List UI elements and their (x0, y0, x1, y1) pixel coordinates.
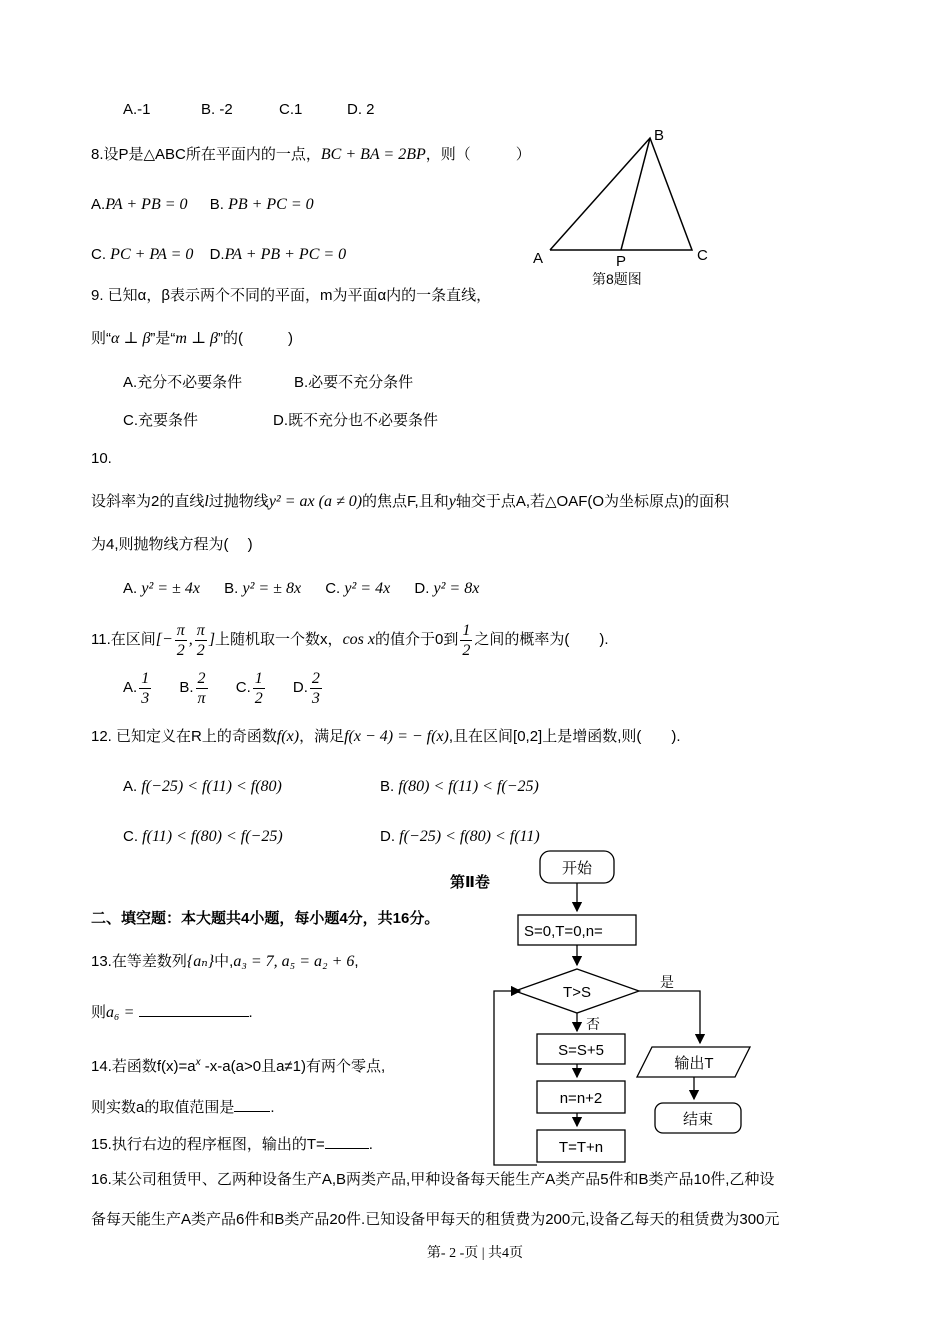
q11-option-c-den: 2 (254, 689, 263, 707)
vertex-c-label: C (697, 247, 708, 264)
q11-one-half (460, 621, 472, 660)
q12-option-c: f(11) < f(80) < f(−25) (142, 828, 283, 845)
q11-option-d-label: D. (292, 679, 308, 696)
q10-option-c: y² = 4x (344, 580, 391, 597)
flow-end-label: 结束 (682, 1111, 714, 1128)
q11-option-d-num: 2 (311, 669, 320, 687)
q11-option-a-den: 3 (141, 689, 150, 707)
q12-option-d-row (380, 827, 540, 847)
q14-answer-blank[interactable] (234, 1097, 270, 1112)
q8-option-c-label: C. (91, 246, 106, 263)
q10-option-d-label: D. (414, 580, 430, 597)
flow-yes-label: 是 (660, 974, 674, 990)
q11-interval-close: ] (208, 631, 216, 648)
q12-option-a-row (123, 777, 282, 797)
q8-stem-suffix: ，则（ ） (425, 146, 531, 163)
section-2-heading: 二、填空题：本大题共4小题，每小题4分，共16分。 (91, 910, 440, 927)
q13-end: , (354, 953, 359, 970)
q9-option-c: C.充要条件 (123, 412, 199, 429)
q10-stem (91, 492, 729, 512)
q10-line-var: l (204, 493, 209, 510)
q14-question-line: 则实数a的取值范围是 . (91, 1099, 275, 1116)
q12-fx: f(x) (276, 728, 300, 745)
q9-option-b: B.必要不充分条件 (294, 374, 414, 391)
triangle-outline (550, 138, 692, 250)
q10-text-2: 过抛物线 (208, 493, 269, 510)
q10-text-4: 轴交于点A,若△OAF(O为坐标原点)的面积 (455, 493, 730, 510)
q10-option-a: y² = ± 4x (141, 580, 200, 597)
q10-stem-line-2: 为4,则抛物线方程为( ) (91, 536, 253, 553)
q11-comma: , (188, 631, 193, 648)
q12-mid: ，满足 (299, 728, 345, 745)
q10-option-b-label: B. (224, 580, 239, 597)
page-footer: 第- 2 -页 | 共4页 (426, 1246, 524, 1261)
q11-mid-1: 上随机取一个数x， (215, 631, 343, 648)
flow-init-label: S=0,T=0,n= (524, 923, 603, 940)
q10-option-b: y² = ± 8x (242, 580, 302, 597)
flow-step-2-label: n=n+2 (559, 1090, 603, 1107)
q7-option-d: D. 2 (347, 101, 375, 118)
q11-pi-num-2: π (196, 621, 205, 639)
q12-suffix: ,且在区间[0,2]上是增函数,则( ). (448, 728, 681, 745)
q8-triangle-figure (520, 120, 730, 290)
q10-text-1: 设斜率为2的直线 (91, 493, 205, 510)
q11-pi-half-1 (175, 621, 187, 660)
flow-step-1-label: S=S+5 (558, 1042, 604, 1059)
q12-option-b: f(80) < f(11) < f(−25) (398, 778, 539, 795)
q11-options (123, 668, 324, 708)
q12-option-c-label: C. (123, 828, 138, 845)
q7-option-b: B. -2 (201, 101, 233, 118)
q14-line-2: 则实数a的取值范围是 (91, 1099, 235, 1116)
q8-option-a: PA + PB = 0 (105, 196, 188, 213)
q8-option-b-label: B. (209, 196, 224, 213)
q12-option-b-row (380, 777, 539, 797)
figure-caption: 第8题图 (592, 271, 642, 287)
q9-option-a: A.充分不必要条件 (123, 374, 243, 391)
q13-line2-end: . (248, 1004, 253, 1021)
q12-equation: f(x − 4) = − f(x) (344, 728, 449, 745)
q9-line2-prefix: 则“ (91, 330, 111, 347)
flow-decision-label: T>S (563, 984, 591, 1001)
q11-option-b-den: π (197, 689, 206, 707)
q11-prefix: 11.在区间 (91, 631, 156, 648)
q11-interval-open: [− (155, 631, 173, 648)
q12-option-a-label: A. (123, 778, 138, 795)
q9-line2-mid: ”是“ (150, 330, 176, 347)
q13-mid: 中, (214, 953, 234, 970)
q14-part-2: -x-a(a>0且a≠1)有两个零点, (200, 1058, 386, 1075)
q11-option-b-num: 2 (196, 669, 208, 689)
q9-stem: 9. 已知α，β表示两个不同的平面，m为平面α内的一条直线， (91, 287, 492, 304)
q8-option-a-label: A. (91, 196, 106, 213)
q7-option-c: C.1 (279, 101, 303, 118)
q15-answer-blank[interactable] (325, 1134, 369, 1149)
q11-pi-den-1: 2 (176, 641, 185, 659)
flow-yes-arrow (639, 991, 700, 1043)
q11-option-c (253, 669, 265, 708)
q11-option-a (139, 669, 151, 708)
q11-option-a-num: 1 (141, 669, 150, 687)
vertex-a-label: A (533, 250, 544, 267)
q14-exponent: x (195, 1057, 201, 1068)
q8-option-b: PB + PC = 0 (228, 196, 314, 213)
q13-question-line (91, 1002, 253, 1023)
q11-mid-2: 的值介于0到 (375, 631, 459, 648)
q11-half-num: 1 (462, 621, 471, 639)
q15-text: 15.执行右边的程序框图，输出的T= (91, 1136, 325, 1153)
flow-loop-arrow (494, 991, 537, 1165)
q11-option-c-label: C. (235, 679, 251, 696)
flow-start-label: 开始 (561, 860, 593, 877)
q14-part-1: 14.若函数f(x)=a (91, 1058, 196, 1075)
q10-option-a-label: A. (123, 580, 138, 597)
q13-sequence: {aₙ} (186, 953, 215, 970)
q10-text-3: 的焦点F,且和 (362, 493, 449, 510)
q8-option-d: PA + PB + PC = 0 (224, 246, 347, 263)
q9-condition-line (91, 329, 293, 349)
q13-line2-prefix: 则 (91, 1004, 107, 1021)
q8-options-ab (91, 195, 314, 215)
q15-stem: 15.执行右边的程序框图，输出的T= . (91, 1136, 373, 1153)
q12-option-c-row (123, 827, 283, 847)
q7-option-a: A.-1 (123, 101, 151, 118)
q11-option-a-label: A. (123, 679, 138, 696)
q11-pi-half-2 (195, 621, 207, 660)
section-2-title: 第Ⅱ卷 (450, 874, 490, 891)
q8-stem-prefix: 8.设P是△ABC所在平面内的一点， (91, 146, 321, 163)
q11-option-d (310, 669, 322, 708)
flow-no-label: 否 (586, 1016, 600, 1032)
q11-stem (91, 620, 609, 660)
q13-answer-blank[interactable] (139, 1002, 249, 1017)
q8-option-d-label: D. (209, 246, 225, 263)
q13-target: a₆ = (106, 1004, 135, 1021)
q11-option-b-label: B. (179, 679, 194, 696)
program-flowchart (480, 845, 760, 1170)
q12-option-b-label: B. (380, 778, 395, 795)
q11-pi-den-2: 2 (196, 641, 205, 659)
q13-condition: a₃ = 7, a₅ = a₂ + 6 (233, 953, 355, 970)
q8-options-cd (91, 245, 346, 265)
q16-line-2: 备每天能生产A类产品6件和B类产品20件.已知设备甲每天的租赁费为200元,设备乙每天的租赁费为300元 (91, 1211, 780, 1228)
q14-stem (91, 1053, 385, 1077)
q13-stem (91, 952, 359, 972)
q11-option-b (196, 669, 208, 708)
q8-stem-equation: BC + BA = 2BP (320, 146, 426, 163)
q11-option-c-num: 1 (254, 669, 263, 687)
q11-option-d-den: 3 (311, 689, 320, 707)
q9-option-d: D.既不充分也不必要条件 (273, 412, 439, 429)
q10-options (123, 579, 479, 599)
q9-condition-1: α ⊥ β (111, 330, 151, 347)
flow-output-label: 输出T (674, 1055, 714, 1072)
q11-half-den: 2 (462, 641, 471, 659)
q12-stem (91, 727, 681, 747)
q10-axis-var: y (448, 493, 456, 510)
q9-condition-2: m ⊥ β (175, 330, 218, 347)
q16-line-1: 16.某公司租赁甲、乙两种设备生产A,B两类产品,甲种设备每天能生产A类产品5件和B类产品10件,乙种设 (91, 1171, 775, 1188)
q11-cos: cos x (342, 631, 375, 648)
point-p-label: P (616, 253, 627, 270)
q12-prefix: 12. 已知定义在R上的奇函数 (91, 728, 277, 745)
q12-option-d-label: D. (380, 828, 395, 845)
q12-option-d: f(−25) < f(80) < f(11) (399, 828, 540, 845)
q10-option-d: y² = 8x (433, 580, 480, 597)
flow-step-3-label: T=T+n (558, 1139, 604, 1156)
q10-parabola: y² = ax (a ≠ 0) (268, 493, 363, 510)
q11-suffix: 之间的概率为( ). (474, 631, 609, 648)
q10-option-c-label: C. (325, 580, 341, 597)
q9-line2-suffix: ”的( ) (218, 330, 293, 347)
q11-pi-num-1: π (176, 621, 185, 639)
q10-number: 10. (91, 450, 112, 467)
q13-prefix: 13.在等差数列 (91, 953, 187, 970)
q8-option-c: PC + PA = 0 (110, 246, 194, 263)
q12-option-a: f(−25) < f(11) < f(80) (141, 778, 282, 795)
q8-stem (91, 145, 531, 165)
vertex-b-label: B (654, 127, 665, 144)
